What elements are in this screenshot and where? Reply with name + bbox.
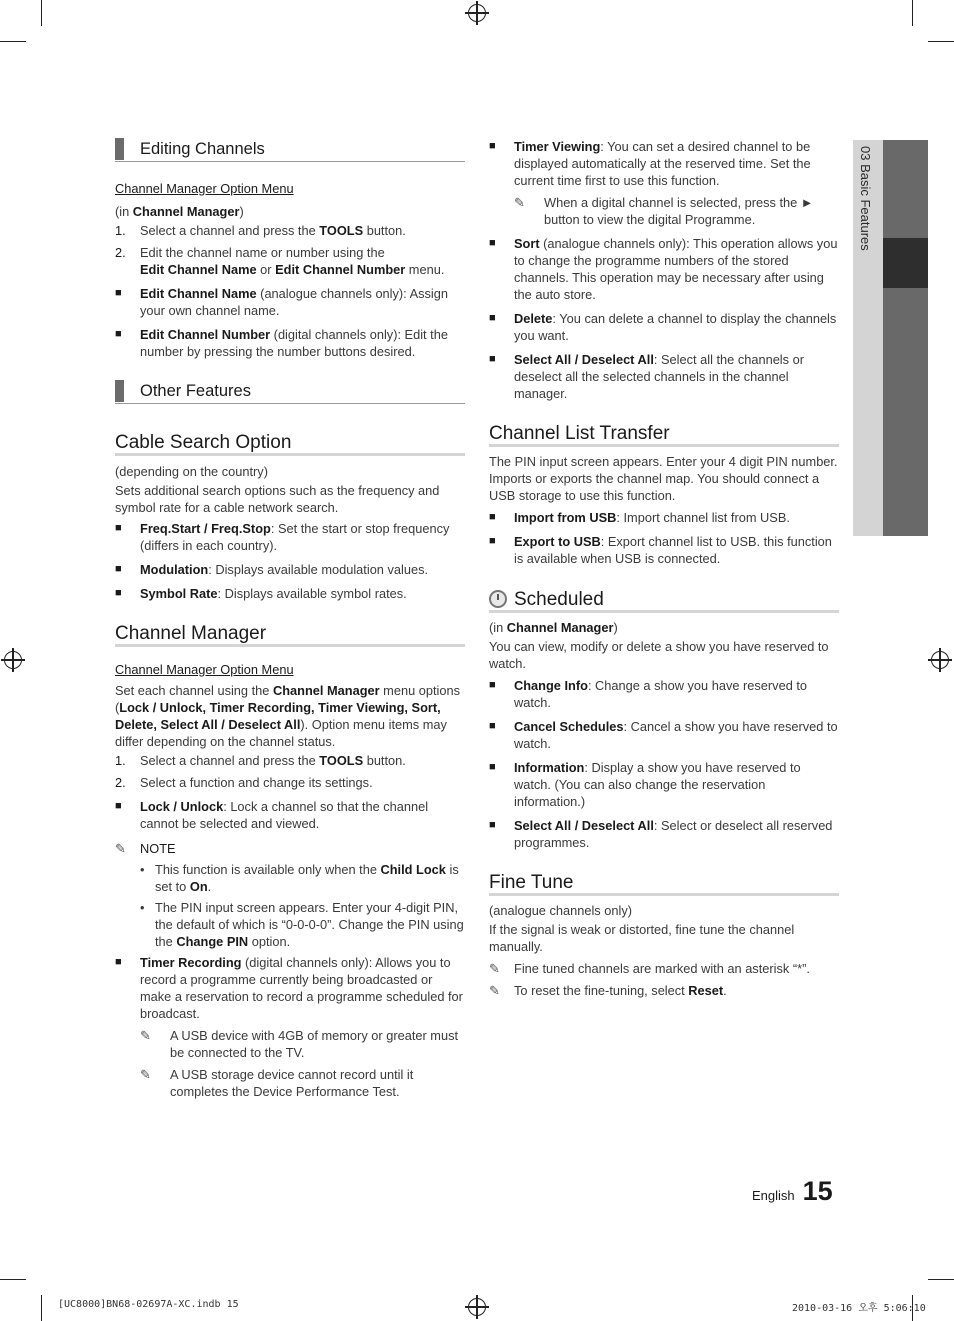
paragraph: Sets additional search options such as the frequency and symbol rate for a cable network search. <box>115 483 440 515</box>
heading-scheduled <box>489 590 839 613</box>
note-item <box>489 194 839 228</box>
bullet-item <box>489 759 839 810</box>
chapter-side-tab <box>853 140 928 536</box>
bullet-icon: ■ <box>489 140 496 152</box>
registration-mark-icon <box>4 651 22 669</box>
bullet-item <box>489 351 839 402</box>
page-footer <box>752 1176 833 1207</box>
bullet-icon: ■ <box>489 679 496 691</box>
paragraph: The PIN input screen appears. Enter your 4 digit PIN number. Imports or exports the channel map. You should connect a USB storage to use this function. <box>489 454 838 503</box>
bullet-icon: ■ <box>115 800 122 812</box>
bullet-icon: ■ <box>489 535 496 547</box>
dot-icon: • <box>140 900 145 915</box>
bullet-item <box>115 798 465 832</box>
bullet-icon: ■ <box>489 720 496 732</box>
bullet-icon: ■ <box>489 353 496 365</box>
clock-icon <box>489 590 507 608</box>
note-text: Fine tuned channels are marked with an asterisk “*”. <box>514 961 810 976</box>
menu-title: Channel Manager Option Menu <box>115 662 294 677</box>
bullet-text: Sort (analogue channels only): This operation allows you to change the programme numbers of the stored channels. This operation may be necessary after using the auto store. <box>514 236 838 302</box>
right-column <box>489 138 839 999</box>
bullet-icon: ■ <box>489 819 496 831</box>
bullet-icon: ■ <box>115 956 122 968</box>
heading-cable-search-option: Cable Search Option <box>115 434 465 456</box>
crop-mark <box>912 0 913 26</box>
bullet-text: Freq.Start / Freq.Stop: Set the start or stop frequency (differs in each country). <box>140 521 450 553</box>
step-number: 2. <box>115 775 126 790</box>
note-item <box>115 1066 465 1100</box>
dot-text: This function is available only when the Child Lock is set to On. <box>155 862 459 894</box>
dot-item <box>115 899 465 950</box>
bullet-text: Edit Channel Name (analogue channels only): Assign your own channel name. <box>140 286 448 318</box>
bullet-text: Delete: You can delete a channel to display the channels you want. <box>514 311 837 343</box>
note-item <box>115 1027 465 1061</box>
bullet-icon: ■ <box>115 563 122 575</box>
bullet-item <box>489 509 839 526</box>
play-arrow-icon: ► <box>800 195 814 210</box>
crop-mark <box>0 41 26 42</box>
bullet-icon: ■ <box>115 522 122 534</box>
bullet-icon: ■ <box>115 328 122 340</box>
step-number: 1. <box>115 753 126 768</box>
paragraph: (analogue channels only) <box>489 903 632 918</box>
bullet-item <box>115 585 465 602</box>
step-number: 1. <box>115 223 126 238</box>
bullet-item <box>489 235 839 303</box>
bullet-text: Select All / Deselect All: Select or deselect all reserved programmes. <box>514 818 833 850</box>
note-icon: ✎ <box>140 1067 151 1082</box>
note-text: To reset the fine-tuning, select Reset. <box>514 983 727 998</box>
crop-mark <box>41 1295 42 1321</box>
bullet-text: Edit Channel Number (digital channels only): Edit the number by pressing the number buttons desired. <box>140 327 448 359</box>
bullet-text: Modulation: Displays available modulation values. <box>140 562 429 577</box>
registration-mark-icon <box>931 651 949 669</box>
note-icon: ✎ <box>140 1028 151 1043</box>
step-item <box>115 222 465 239</box>
registration-mark-icon <box>468 1298 486 1316</box>
heading-bar <box>115 138 124 160</box>
bullet-text: Timer Recording (digital channels only): Allows you to record a programme currently being broadcasted or make a reservation to record a programme scheduled for broadcast. <box>140 955 463 1021</box>
bullet-text: Select All / Deselect All: Select all the channels or deselect all the selected channels in the channel manager. <box>514 352 804 401</box>
note-item <box>489 960 839 977</box>
side-tab-marker <box>883 238 928 288</box>
language-label: English <box>752 1188 795 1203</box>
bullet-icon: ■ <box>115 587 122 599</box>
dot-item <box>115 861 465 895</box>
bullet-item <box>489 718 839 752</box>
crop-mark <box>41 0 42 26</box>
step-number: 2. <box>115 245 126 260</box>
bullet-text: Lock / Unlock: Lock a channel so that the channel cannot be selected and viewed. <box>140 799 429 831</box>
step-text: Select a function and change its settings. <box>140 775 373 790</box>
bullet-text: Import from USB: Import channel list from USB. <box>514 510 790 525</box>
bullet-text: Export to USB: Export channel list to USB. this function is available when USB is connected. <box>514 534 832 566</box>
print-slug-right: 2010-03-16 오후 5:06:10 <box>792 1303 926 1314</box>
subheading-text: Editing Channels <box>140 139 265 158</box>
crop-mark <box>928 41 954 42</box>
paragraph: Set each channel using the Channel Manager menu options (Lock / Unlock, Timer Recording, Timer Viewing, Sort, Delete, Select All / Deselect All). Option menu items may differ depending on the channel status. <box>115 683 461 749</box>
bullet-icon: ■ <box>489 312 496 324</box>
bullet-item <box>489 138 839 189</box>
paragraph: If the signal is weak or distorted, fine tune the channel manually. <box>489 922 795 954</box>
step-item <box>115 752 465 769</box>
step-text: Select a channel and press the TOOLS button. <box>140 753 406 768</box>
dot-icon: • <box>140 862 145 877</box>
page-number: 15 <box>802 1176 833 1206</box>
paragraph: You can view, modify or delete a show you have reserved to watch. <box>489 639 829 671</box>
bullet-icon: ■ <box>115 287 122 299</box>
bullet-text: Symbol Rate: Displays available symbol rates. <box>140 586 407 601</box>
bullet-item <box>489 310 839 344</box>
subheading-other-features <box>115 380 465 404</box>
bullet-icon: ■ <box>489 237 496 249</box>
note-icon: ✎ <box>489 961 500 976</box>
bullet-item <box>115 285 465 319</box>
step-text: Select a channel and press the TOOLS button. <box>140 223 406 238</box>
crop-mark <box>0 1279 26 1280</box>
bullet-item <box>115 326 465 360</box>
bullet-item <box>115 561 465 578</box>
note-icon: ✎ <box>115 841 126 856</box>
step-item <box>115 774 465 791</box>
context-text: (in Channel Manager) <box>115 204 244 219</box>
bullet-text: Cancel Schedules: Cancel a show you have reserved to watch. <box>514 719 838 751</box>
left-column <box>115 138 465 1100</box>
dot-text: The PIN input screen appears. Enter your 4-digit PIN, the default of which is “0-0-0-0”. Change the PIN using the Change PIN option. <box>155 900 464 949</box>
heading-bar <box>115 380 124 402</box>
side-tab-dark <box>883 140 928 536</box>
registration-mark-icon <box>468 4 486 22</box>
context-text: (in Channel Manager) <box>489 620 618 635</box>
bullet-icon: ■ <box>489 511 496 523</box>
note-text: When a digital channel is selected, press the ► button to view the digital Programme. <box>544 195 814 227</box>
bullet-text: Timer Viewing: You can set a desired channel to be displayed automatically at the reserved time. Set the current time first to use this function. <box>514 139 811 188</box>
note-text: A USB device with 4GB of memory or greater must be connected to the TV. <box>170 1028 459 1060</box>
heading-text: Scheduled <box>514 588 604 610</box>
step-text: Edit the channel name or number using the Edit Channel Name or Edit Channel Number menu. <box>140 245 445 277</box>
note-block <box>115 840 465 857</box>
subheading-text: Other Features <box>140 381 251 400</box>
bullet-item <box>115 954 465 1022</box>
note-label: NOTE <box>140 841 176 856</box>
bullet-item <box>489 533 839 567</box>
bullet-text: Change Info: Change a show you have reserved to watch. <box>514 678 808 710</box>
menu-title: Channel Manager Option Menu <box>115 181 294 196</box>
bullet-item <box>489 817 839 851</box>
bullet-text: Information: Display a show you have reserved to watch. (You can also change the reservation information.) <box>514 760 801 809</box>
bullet-item <box>489 677 839 711</box>
bullet-item <box>115 520 465 554</box>
side-tab-label: 03 Basic Features <box>858 146 873 251</box>
heading-channel-list-transfer: Channel List Transfer <box>489 425 839 447</box>
heading-channel-manager: Channel Manager <box>115 625 465 647</box>
note-icon: ✎ <box>489 983 500 998</box>
print-slug-left: [UC8000]BN68-02697A-XC.indb 15 <box>58 1299 239 1310</box>
subheading-editing-channels <box>115 138 465 162</box>
bullet-icon: ■ <box>489 761 496 773</box>
note-icon: ✎ <box>514 195 525 210</box>
note-text: A USB storage device cannot record until it completes the Device Performance Test. <box>170 1067 414 1099</box>
crop-mark <box>928 1279 954 1280</box>
step-item <box>115 244 465 278</box>
note-item <box>489 982 839 999</box>
paragraph: (depending on the country) <box>115 464 268 479</box>
heading-fine-tune: Fine Tune <box>489 874 839 896</box>
